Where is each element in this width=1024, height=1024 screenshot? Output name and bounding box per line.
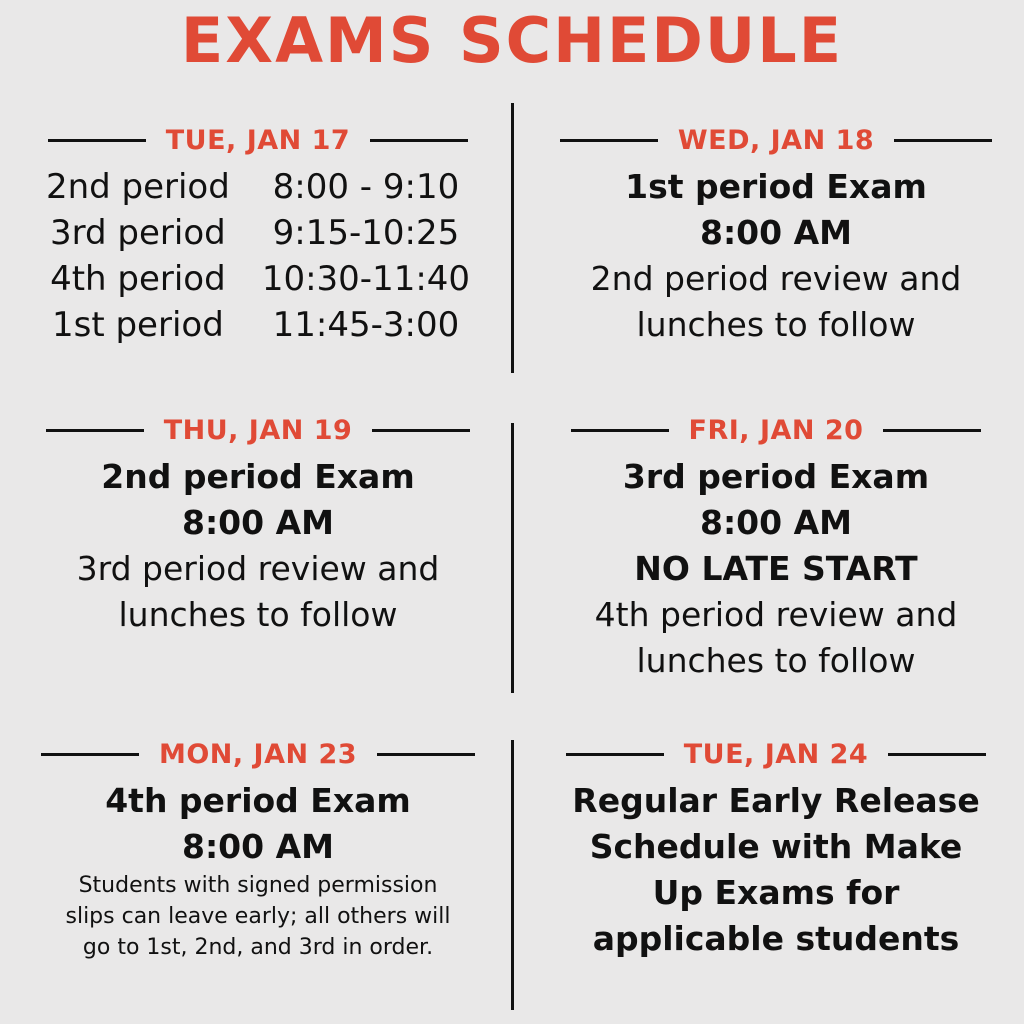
period-label: 4th period: [50, 259, 226, 299]
exam-note-line: slips can leave early; all others will: [65, 904, 451, 929]
header-rule: [41, 753, 139, 756]
exam-title: 3rd period Exam: [622, 457, 930, 496]
schedule-row: [30, 302, 486, 348]
exam-time: 8:00 AM: [182, 827, 334, 866]
period-time: 9:15-10:25: [272, 213, 460, 253]
exam-note-line: lunches to follow: [636, 305, 916, 344]
day-header: [526, 736, 1024, 772]
day-panel-thu-jan-19: [8, 412, 508, 638]
day-header: [526, 412, 1024, 448]
header-rule: [370, 139, 468, 142]
day-panel-wed-jan-18: [526, 122, 1024, 348]
day-panel-fri-jan-20: [526, 412, 1024, 684]
exam-time: 8:00 AM: [700, 213, 852, 252]
day-panel-mon-jan-23: [8, 736, 508, 963]
day-date: FRI, JAN 20: [688, 414, 864, 446]
header-rule: [888, 753, 986, 756]
day-header: [8, 122, 508, 158]
exam-title: 2nd period Exam: [101, 457, 415, 496]
period-label: 3rd period: [50, 213, 226, 253]
release-note-line: Regular Early Release: [572, 781, 980, 820]
header-rule: [48, 139, 146, 142]
header-rule: [894, 139, 992, 142]
day-date: MON, JAN 23: [158, 738, 358, 770]
exam-note-line: lunches to follow: [118, 595, 398, 634]
page-title: EXAMS SCHEDULE: [180, 4, 844, 77]
release-note-line: Schedule with Make: [589, 827, 963, 866]
header-rule: [372, 429, 470, 432]
header-rule: [560, 139, 658, 142]
day-date: TUE, JAN 24: [683, 738, 869, 770]
column-divider: [511, 423, 514, 693]
header-rule: [46, 429, 144, 432]
header-rule: [377, 753, 475, 756]
no-late-start-notice: NO LATE START: [634, 549, 918, 588]
header-rule: [571, 429, 669, 432]
day-date: THU, JAN 19: [163, 414, 353, 446]
day-panel-tue-jan-17: [8, 122, 508, 348]
day-header: [8, 736, 508, 772]
release-note-line: Up Exams for: [652, 873, 900, 912]
period-label: 1st period: [51, 305, 224, 345]
period-time: 10:30-11:40: [261, 259, 471, 299]
column-divider: [511, 740, 514, 1010]
day-date: WED, JAN 18: [677, 124, 875, 156]
exam-note-line: go to 1st, 2nd, and 3rd in order.: [82, 935, 434, 960]
exam-note-line: 2nd period review and: [590, 259, 962, 298]
release-note-line: applicable students: [592, 919, 960, 958]
day-date: TUE, JAN 17: [165, 124, 351, 156]
exam-title: 1st period Exam: [625, 167, 927, 206]
column-divider: [511, 103, 514, 373]
day-panel-tue-jan-24: [526, 736, 1024, 962]
exam-note-line: Students with signed permission: [78, 873, 438, 898]
header-rule: [566, 753, 664, 756]
period-time: 8:00 - 9:10: [272, 167, 460, 207]
schedule-row: [30, 210, 486, 256]
day-header: [526, 122, 1024, 158]
schedule-row: [30, 164, 486, 210]
exam-note-line: 4th period review and: [594, 595, 958, 634]
exam-note-line: 3rd period review and: [76, 549, 440, 588]
exam-time: 8:00 AM: [182, 503, 334, 542]
exam-time: 8:00 AM: [700, 503, 852, 542]
period-label: 2nd period: [45, 167, 230, 207]
period-time: 11:45-3:00: [272, 305, 460, 345]
exam-title: 4th period Exam: [105, 781, 411, 820]
exam-note-line: lunches to follow: [636, 641, 916, 680]
period-schedule: [30, 164, 486, 348]
day-header: [8, 412, 508, 448]
header-rule: [883, 429, 981, 432]
schedule-row: [30, 256, 486, 302]
